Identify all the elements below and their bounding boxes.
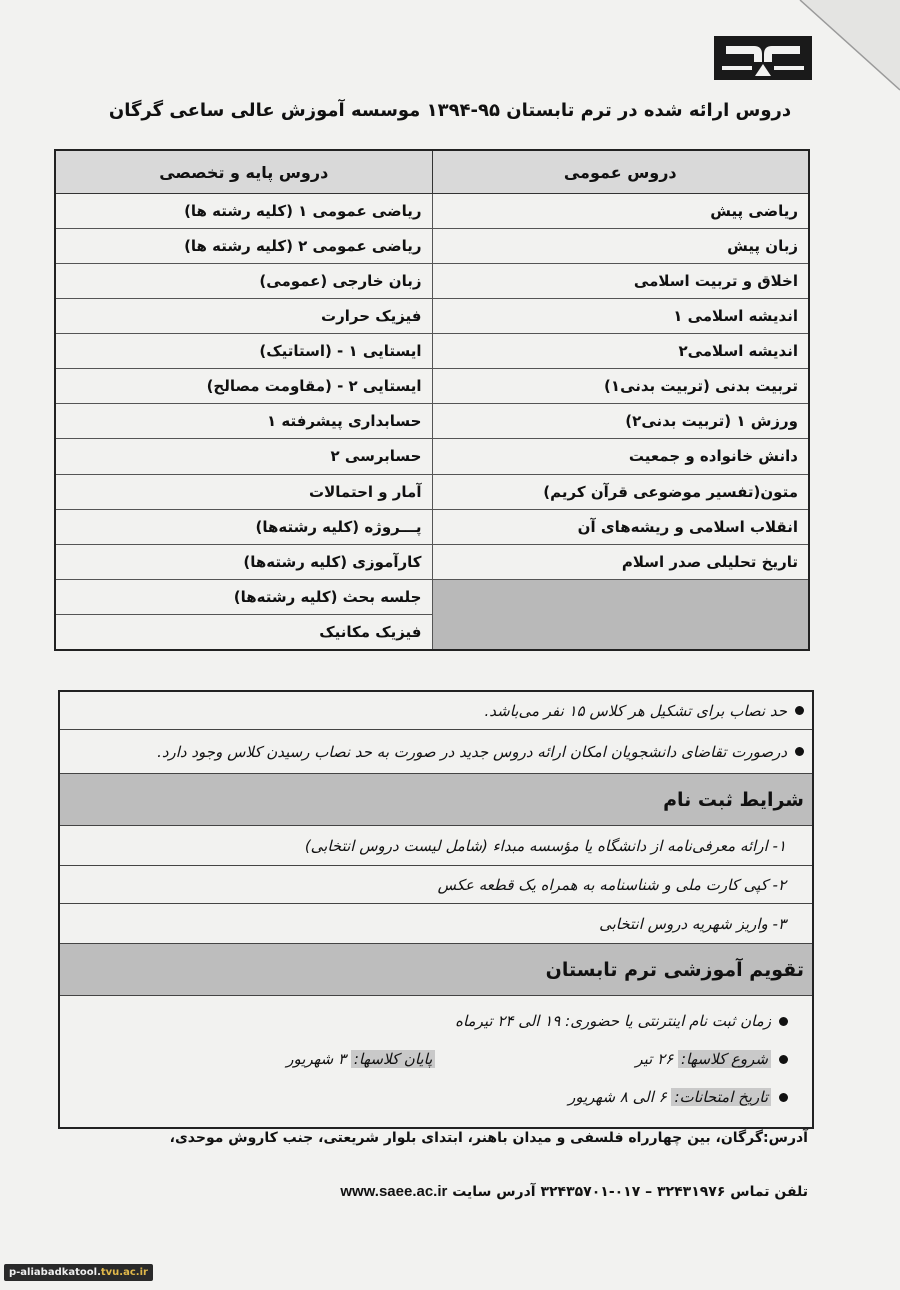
exam-label: تاریخ امتحانات: (671, 1088, 771, 1106)
general-course-cell: ریاضی پیش (432, 194, 809, 229)
note-text: حد نصاب برای تشکیل هر کلاس ۱۵ نفر می‌باشد. (484, 701, 787, 720)
general-course-cell: ورزش ۱ (تربیت بدنی۲) (432, 404, 809, 439)
core-courses-header: دروس پایه و تخصصی (55, 150, 432, 194)
start-label: شروع کلاسها: (678, 1050, 771, 1068)
exam-value: ۶ الی ۸ شهریور (568, 1088, 667, 1106)
general-courses-header: دروس عمومی (432, 150, 809, 194)
end-label: پایان کلاسها: (351, 1050, 435, 1068)
general-course-cell (432, 579, 809, 650)
table-row (55, 404, 809, 439)
core-course-cell: ریاضی عمومی ۱ (کلیه رشته ها) (55, 194, 432, 229)
phone-text: تلفن تماس ۳۲۴۳۱۹۷۶ – ۰۱۷-۳۲۴۳۵۷۰۱ آدرس سایت (452, 1184, 808, 1200)
address-line: آدرس:گرگان، بین چهارراه فلسفی و میدان باهنر، ابتدای بلوار شریعتی، جنب کاروش موحدی، (169, 1130, 808, 1146)
table-row (55, 544, 809, 579)
bullet-icon (779, 1093, 788, 1102)
core-course-cell: زبان خارجی (عمومی) (55, 264, 432, 299)
general-course-cell: زبان پیش (432, 229, 809, 264)
calendar-item-registration (68, 1002, 788, 1040)
info-box (58, 690, 814, 1129)
registration-item: ۲- کپی کارت ملی و شناسنامه به همراه یک قطعه عکس (60, 866, 812, 904)
general-course-cell: اندیشه اسلامی۲ (432, 334, 809, 369)
table-row (55, 474, 809, 509)
core-course-cell: ریاضی عمومی ۲ (کلیه رشته ها) (55, 229, 432, 264)
bullet-icon (795, 706, 804, 715)
core-course-cell: حسابداری پیشرفته ۱ (55, 404, 432, 439)
general-course-cell: انقلاب اسلامی و ریشه‌های آن (432, 509, 809, 544)
table-row (55, 229, 809, 264)
core-course-cell: ایستایی ۱ - (استاتیک) (55, 334, 432, 369)
reg-value: ۱۹ الی ۲۴ تیرماه (455, 1012, 561, 1030)
core-course-cell: فیزیک مکانیک (55, 614, 432, 650)
general-course-cell: اندیشه اسلامی ۱ (432, 299, 809, 334)
calendar-heading: تقویم آموزشی ترم تابستان (60, 944, 812, 996)
table-row (55, 299, 809, 334)
table-row (55, 194, 809, 229)
end-value: ۳ شهریور (286, 1050, 347, 1068)
calendar-item-exams (68, 1078, 788, 1116)
courses-table (54, 149, 810, 651)
watermark (4, 1264, 153, 1281)
note-row (60, 692, 812, 730)
registration-item: ۳- واریز شهریه دروس انتخابی (60, 904, 812, 944)
registration-heading: شرایط ثبت نام (60, 774, 812, 826)
general-course-cell: تاریخ تحلیلی صدر اسلام (432, 544, 809, 579)
reg-label: زمان ثبت نام اینترنتی یا حضوری: (565, 1012, 771, 1030)
paper-fold-shadow (780, 0, 900, 110)
document-title: دروس ارائه شده در ترم تابستان ۹۵-۱۳۹۴ موسسه آموزش عالی ساعی گرگان (108, 100, 792, 121)
table-row (55, 509, 809, 544)
bullet-icon (779, 1055, 788, 1064)
general-course-cell: اخلاق و تربیت اسلامی (432, 264, 809, 299)
note-text: درصورت تقاضای دانشجویان امکان ارائه دروس جدید در صورت به حد نصاب رسیدن کلاس وجود دارد. (157, 742, 787, 761)
table-row (55, 264, 809, 299)
core-course-cell: کارآموزی (کلیه رشته‌ها) (55, 544, 432, 579)
core-course-cell: فیزیک حرارت (55, 299, 432, 334)
core-course-cell: پـــروژه (کلیه رشته‌ها) (55, 509, 432, 544)
core-course-cell: جلسه بحث (کلیه رشته‌ها) (55, 579, 432, 614)
general-course-cell: دانش خانواده و جمعیت (432, 439, 809, 474)
core-course-cell: حسابرسی ۲ (55, 439, 432, 474)
table-row (55, 334, 809, 369)
core-course-cell: آمار و احتمالات (55, 474, 432, 509)
bullet-icon (795, 747, 804, 756)
general-course-cell: متون(تفسیر موضوعی قرآن کریم) (432, 474, 809, 509)
table-row (55, 369, 809, 404)
website-link[interactable]: www.saee.ac.ir (340, 1183, 448, 1200)
general-course-cell: تربیت بدنی (تربیت بدنی۱) (432, 369, 809, 404)
calendar-item-classes (68, 1040, 788, 1078)
watermark-domain: tvu.ac.ir (100, 1267, 148, 1278)
contact-line (60, 1183, 808, 1200)
note-row (60, 730, 812, 774)
table-row (55, 579, 809, 614)
start-value: ۲۶ تیر (635, 1050, 674, 1068)
bullet-icon (779, 1017, 788, 1026)
core-course-cell: ایستایی ۲ - (مقاومت مصالح) (55, 369, 432, 404)
table-row (55, 439, 809, 474)
calendar-list (60, 996, 812, 1116)
watermark-text: p-aliabadkatool. (9, 1267, 101, 1278)
registration-item: ۱- ارائه معرفی‌نامه از دانشگاه یا مؤسسه مبداء (شامل لیست دروس انتخابی) (60, 826, 812, 866)
